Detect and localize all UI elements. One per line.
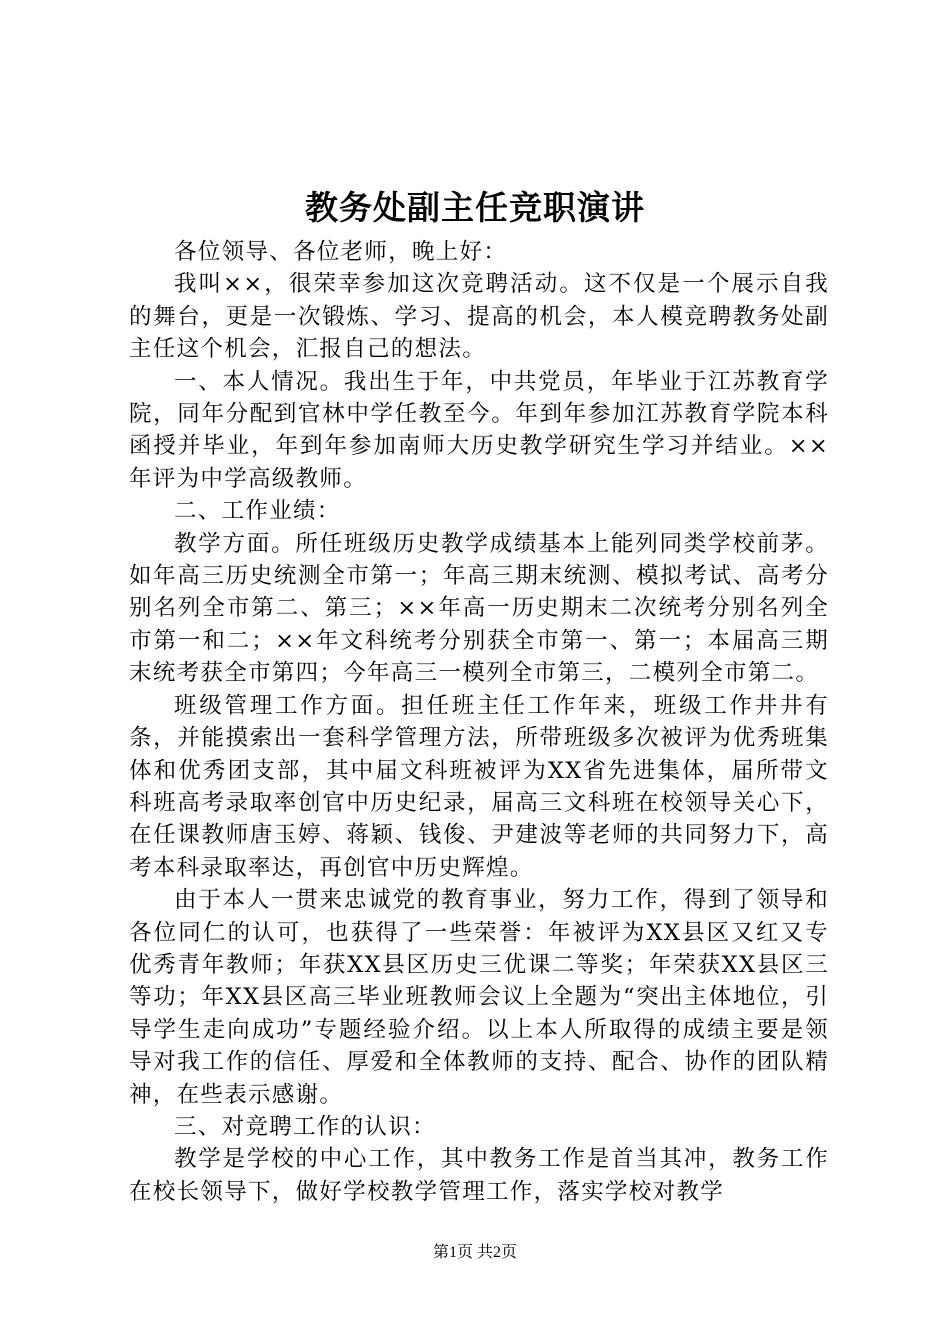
paragraph-class-management: 班级管理工作方面。担任班主任工作年来，班级工作井井有条，并能摸索出一套科学管理方法，所带班级多次被评为优秀班集体和优秀团支部，其中届文科班被评为XX省先进集体，届所带文科班高考录取率创官中历史纪录，届高三文科班在校领导关心下，在任课教师唐玉婷、蒋颖、钱俊、尹建波等老师的共同努力下，高考本科录取率达，再创官中历史辉煌。 <box>129 692 829 881</box>
paragraph-personal-info: 一、本人情况。我出生于年，中共党员，年毕业于江苏教育学院，同年分配到官林中学任教至今。年到年参加江苏教育学院本科函授并毕业，年到年参加南师大历史教学研究生学习并结业。××年评为中学高级教师。 <box>129 368 829 492</box>
paragraph-heading-understanding: 三、对竞聘工作的认识： <box>174 1113 436 1140</box>
page-footer: 第1页 共2页 <box>432 1244 517 1261</box>
document-title: 教务处副主任竞职演讲 <box>305 188 645 227</box>
paragraph-teaching: 教学方面。所任班级历史教学成绩基本上能列同类学校前茅。如年高三历史统测全市第一；年高三期末统测、模拟考试、高考分别名列全市第二、第三；××年高一历史期末二次统考分别名列全市第一和二；××年文科统考分别获全市第一、第一；本届高三期末统考获全市第四；今年高三一模列全市第三，二模列全市第二。 <box>129 530 829 687</box>
paragraph-heading-achievements: 二、工作业绩： <box>174 498 341 525</box>
paragraph-greeting: 各位领导、各位老师，晚上好： <box>174 239 508 265</box>
paragraph-honors: 由于本人一贯来忠诚党的教育事业，努力工作，得到了领导和各位同仁的认可，也获得了一些荣誉：年被评为XX县区又红又专优秀青年教师；年获XX县区历史三优课二等奖；年荣获XX县区三等功；年XX县区高三毕业班教师会议上全题为“突出主体地位，引导学生走向成功”专题经验介绍。以上本人所取得的成绩主要是领导对我工作的信任、厚爱和全体教师的支持、配合、协作的团队精神，在些表示感谢。 <box>129 887 829 1108</box>
paragraph-introduction: 我叫××，很荣幸参加这次竞聘活动。这不仅是一个展示自我的舞台，更是一次锻炼、学习、提高的机会，本人模竞聘教务处副主任这个机会，汇报自己的想法。 <box>129 271 829 363</box>
paragraph-teaching-affairs: 教学是学校的中心工作，其中教务工作是首当其冲，教务工作在校长领导下，做好学校教学管理工作，落实学校对教学 <box>129 1146 829 1205</box>
document-body <box>129 236 829 1208</box>
